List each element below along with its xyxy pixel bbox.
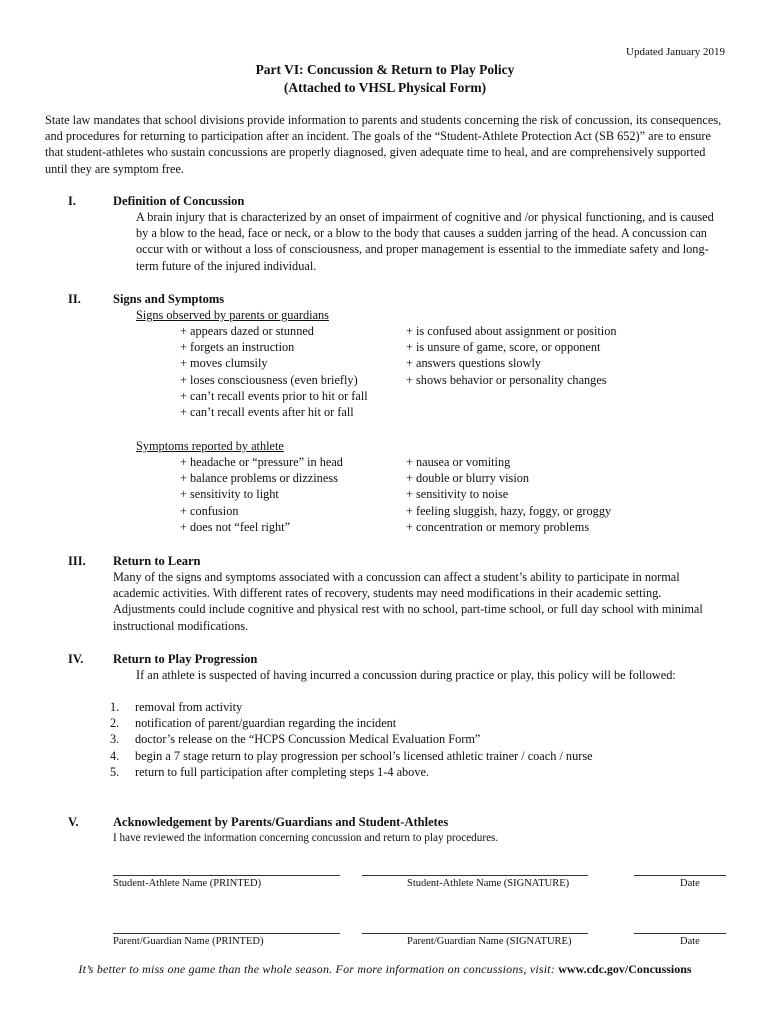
list-item: + appears dazed or stunned — [180, 324, 314, 338]
symptoms-list-left — [180, 454, 343, 535]
list-item: + forgets an instruction — [180, 340, 295, 355]
list-item: + headache or “pressure” in head — [180, 455, 343, 469]
section-1-heading: Definition of Concussion — [113, 194, 245, 208]
student-date-line[interactable] — [634, 875, 726, 876]
list-item: 4. begin a 7 stage return to play progression per school’s licensed athletic trainer / coach / nurse — [110, 748, 593, 763]
section-2-heading: Signs and Symptoms — [113, 292, 225, 306]
section-3-heading: Return to Learn — [113, 554, 201, 568]
updated-date: Updated January 2019 — [626, 46, 725, 58]
section-5-body: I have reviewed the information concerning concussion and return to play procedures. — [113, 832, 499, 844]
section-5-heading: Acknowledgement by Parents/Guardians and Student-Athletes — [113, 815, 449, 829]
symptoms-label: Symptoms reported by athlete — [136, 439, 284, 453]
section-4-body: If an athlete is suspected of having incurred a concussion during practice or play, this policy will be followed: — [136, 668, 676, 682]
list-item: + is unsure of game, score, or opponent — [406, 340, 601, 355]
signs-list-right — [406, 323, 617, 388]
list-item: + double or blurry vision — [406, 471, 530, 486]
section-4-number: IV. — [68, 652, 84, 666]
return-steps-list — [110, 699, 593, 780]
parent-printed-label: Parent/Guardian Name (PRINTED) — [113, 936, 264, 947]
list-item: 1. removal from activity — [110, 700, 243, 714]
list-item: + balance problems or dizziness — [180, 471, 338, 486]
list-item: 3. doctor’s release on the “HCPS Concussion Medical Evaluation Form” — [110, 732, 481, 747]
list-item: + nausea or vomiting — [406, 455, 511, 469]
parent-date-label: Date — [680, 936, 700, 947]
section-3-body: Many of the signs and symptoms associated with a concussion can affect a student’s ability to participate in normal academic activities. With different rates of recovery, students may need modifications in their academic setting. Adjustments could include cognitive and physical rest with no school, part-time school, or full day school with minimal instructional modifications. — [113, 570, 703, 633]
list-item: + does not “feel right” — [180, 519, 291, 534]
signs-label: Signs observed by parents or guardians — [136, 308, 329, 322]
list-item: + shows behavior or personality changes — [406, 372, 607, 387]
parent-signature-line[interactable] — [362, 933, 588, 934]
footer-text: It’s better to miss one game than the whole season. For more information on concussions, visit: — [78, 962, 559, 976]
section-2-number: II. — [68, 292, 81, 306]
symptoms-list-right — [406, 454, 611, 535]
page-subtitle: (Attached to VHSL Physical Form) — [283, 80, 487, 95]
list-item: + concentration or memory problems — [406, 519, 590, 534]
parent-date-line[interactable] — [634, 933, 726, 934]
section-4-heading: Return to Play Progression — [113, 652, 258, 666]
section-1-body: A brain injury that is characterized by an onset of impairment of cognitive and /or physical functioning, and is caused by a blow to the head, face or neck, or a blow to the body that causes a sudden jarring of the head. A concussion can occur with or without a loss of consciousness, and proper management is essential to the immediate safety and long-term future of the injured individual. — [136, 210, 714, 273]
student-date-label: Date — [680, 878, 700, 889]
list-item: 2. notification of parent/guardian regarding the incident — [110, 716, 397, 731]
page-title: Part VI: Concussion & Return to Play Policy — [255, 62, 515, 77]
signs-list-left — [180, 323, 368, 420]
student-printed-label: Student-Athlete Name (PRINTED) — [113, 878, 262, 889]
list-item: + answers questions slowly — [406, 356, 542, 371]
list-item: + is confused about assignment or position — [406, 324, 617, 338]
parent-signature-label: Parent/Guardian Name (SIGNATURE) — [407, 936, 572, 947]
section-5-number: V. — [68, 815, 79, 829]
list-item: + loses consciousness (even briefly) — [180, 372, 358, 387]
list-item: + can’t recall events prior to hit or fall — [180, 388, 368, 403]
footer-note — [0, 962, 770, 977]
intro-paragraph: State law mandates that school divisions provide information to parents and students concerning the risk of concussion, its consequences, and procedures for returning to participation after an incident. The goals of the “Student-Athlete Protection Act (SB 652)” are to ensure that student-athletes who sustain concussions are properly diagnosed, given adequate time to heal, and are comprehensively supported until they are symptom free. — [45, 113, 722, 176]
list-item: + moves clumsily — [180, 356, 268, 371]
section-1-number: I. — [68, 194, 76, 208]
section-3-number: III. — [68, 554, 86, 568]
list-item: + confusion — [180, 503, 239, 518]
student-signature-line[interactable] — [362, 875, 588, 876]
student-printed-line[interactable] — [113, 875, 340, 876]
list-item: + sensitivity to noise — [406, 487, 509, 502]
list-item: + can’t recall events after hit or fall — [180, 405, 354, 420]
list-item: 5. return to full participation after completing steps 1-4 above. — [110, 764, 430, 779]
list-item: + sensitivity to light — [180, 487, 279, 502]
list-item: + feeling sluggish, hazy, foggy, or groggy — [406, 503, 612, 518]
student-signature-label: Student-Athlete Name (SIGNATURE) — [407, 878, 570, 889]
parent-printed-line[interactable] — [113, 933, 340, 934]
cdc-link[interactable]: www.cdc.gov/Concussions — [558, 962, 692, 976]
